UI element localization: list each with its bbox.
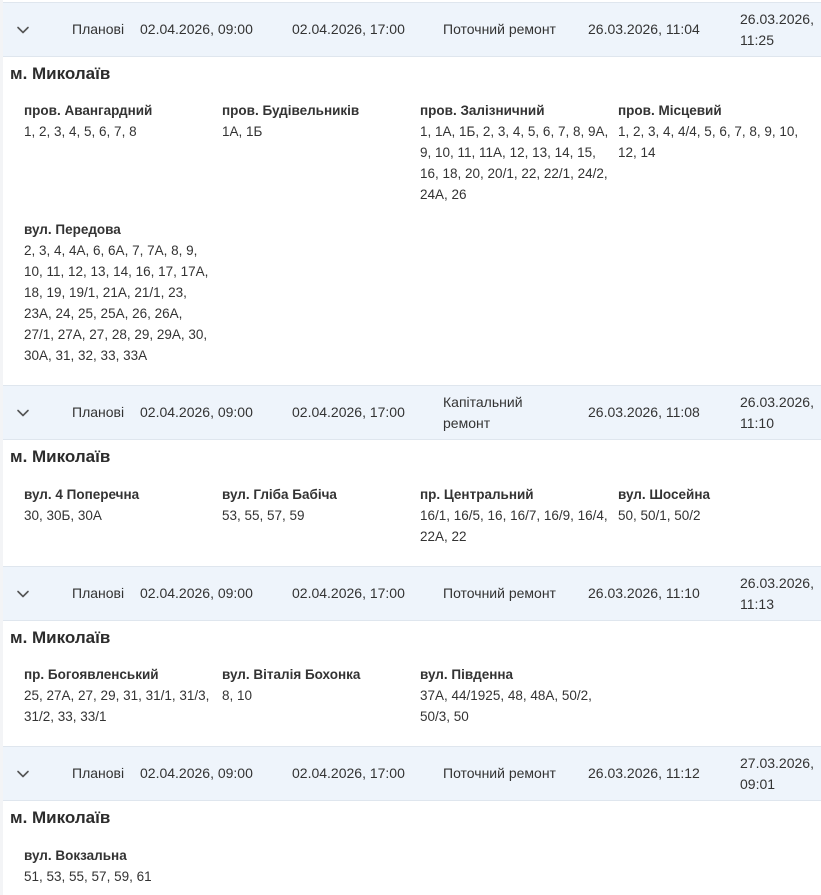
street-block xyxy=(24,219,214,366)
street-name: пров. Будівельників xyxy=(222,103,360,118)
house-numbers: 53, 55, 57, 59 xyxy=(222,508,305,523)
updated-at-time: 11:10 xyxy=(740,415,774,431)
street-name: пр. Богоявленський xyxy=(24,667,159,682)
street-block xyxy=(420,664,610,727)
updated-at-time: 11:25 xyxy=(740,32,774,48)
street-block xyxy=(24,664,214,727)
city-name: м. Миколаїв xyxy=(10,628,111,647)
outage-end: 02.04.2026, 17:00 xyxy=(292,404,405,420)
street-name: вул. Вокзальна xyxy=(24,848,127,863)
street-block xyxy=(420,100,610,205)
chevron-down-icon[interactable] xyxy=(15,766,31,782)
work-type: Поточний ремонт xyxy=(443,21,556,37)
house-numbers: 30, 30Б, 30А xyxy=(24,508,102,523)
street-name: пр. Центральний xyxy=(420,487,534,502)
chevron-down-icon[interactable] xyxy=(15,405,31,421)
created-at: 26.03.2026, 11:10 xyxy=(588,585,700,601)
city-name: м. Миколаїв xyxy=(10,447,111,466)
outage-row[interactable] xyxy=(3,746,821,801)
work-type-line2: ремонт xyxy=(443,415,491,431)
house-numbers: 2, 3, 4, 4А, 6, 6А, 7, 7А, 8, 9, 10, 11, 12, 13, 14, 16, 17, 17А, 18, 19, 19/1, 21А, 21/1, 23, 23А, 24, 25, 25А, 26, 26А, 27/1, 27А, 27, 28, 29, 29А, 30, 30А, 31, 32, 33, 33А xyxy=(24,243,209,363)
updated-at-time: 11:13 xyxy=(740,596,774,612)
street-block xyxy=(222,484,412,526)
outage-type: Планові xyxy=(72,404,125,420)
street-block xyxy=(222,100,412,142)
street-block xyxy=(222,664,412,706)
street-block xyxy=(420,484,610,547)
house-numbers: 1, 2, 3, 4, 4/4, 5, 6, 7, 8, 9, 10, 12, 14 xyxy=(618,124,799,160)
city-name: м. Миколаїв xyxy=(10,808,111,827)
updated-at-date: 26.03.2026, xyxy=(740,575,814,591)
created-at: 26.03.2026, 11:08 xyxy=(588,404,700,420)
created-at: 26.03.2026, 11:04 xyxy=(588,21,700,37)
house-numbers: 16/1, 16/5, 16, 16/7, 16/9, 16/4, 22А, 22 xyxy=(420,508,608,544)
outage-start: 02.04.2026, 09:00 xyxy=(140,21,253,37)
outage-start: 02.04.2026, 09:00 xyxy=(140,585,253,601)
outage-start: 02.04.2026, 09:00 xyxy=(140,765,253,781)
chevron-down-icon[interactable] xyxy=(15,586,31,602)
outage-end: 02.04.2026, 17:00 xyxy=(292,765,405,781)
outage-type: Планові xyxy=(72,765,125,781)
house-numbers: 51, 53, 55, 57, 59, 61 xyxy=(24,869,152,884)
outage-type: Планові xyxy=(72,21,125,37)
house-numbers: 25, 27А, 27, 29, 31, 31/1, 31/3, 31/2, 33, 33/1 xyxy=(24,688,210,724)
house-numbers: 8, 10 xyxy=(222,688,253,703)
house-numbers: 37А, 44/1925, 48, 48А, 50/2, 50/3, 50 xyxy=(420,688,592,724)
street-name: вул. Південна xyxy=(420,667,514,682)
street-name: пров. Місцевий xyxy=(618,103,722,118)
outage-end: 02.04.2026, 17:00 xyxy=(292,21,405,37)
house-numbers: 1А, 1Б xyxy=(222,124,263,139)
work-type: Капітальний xyxy=(443,394,523,410)
house-numbers: 50, 50/1, 50/2 xyxy=(618,508,701,523)
outage-type: Планові xyxy=(72,585,125,601)
house-numbers: 1, 2, 3, 4, 5, 6, 7, 8 xyxy=(24,124,137,139)
work-type: Поточний ремонт xyxy=(443,765,556,781)
outage-row[interactable] xyxy=(3,385,821,440)
work-type: Поточний ремонт xyxy=(443,585,556,601)
outage-start: 02.04.2026, 09:00 xyxy=(140,404,253,420)
created-at: 26.03.2026, 11:12 xyxy=(588,765,700,781)
street-block xyxy=(618,100,808,163)
street-name: пров. Залізничний xyxy=(420,103,545,118)
street-block xyxy=(618,484,808,526)
updated-at-date: 26.03.2026, xyxy=(740,11,814,27)
street-name: вул. Шосейна xyxy=(618,487,710,502)
outage-row[interactable] xyxy=(3,566,821,621)
chevron-down-icon[interactable] xyxy=(15,22,31,38)
street-name: пров. Авангардний xyxy=(24,103,153,118)
street-name: вул. Передова xyxy=(24,222,121,237)
city-name: м. Миколаїв xyxy=(10,64,111,83)
street-block xyxy=(24,845,214,887)
updated-at-date: 27.03.2026, xyxy=(740,755,814,771)
street-block xyxy=(24,100,214,142)
outage-end: 02.04.2026, 17:00 xyxy=(292,585,405,601)
street-block xyxy=(24,484,214,526)
updated-at-date: 26.03.2026, xyxy=(740,394,814,410)
outage-row[interactable] xyxy=(3,2,821,57)
street-name: вул. Гліба Бабіча xyxy=(222,487,337,502)
updated-at-time: 09:01 xyxy=(740,776,776,792)
street-name: вул. 4 Поперечна xyxy=(24,487,140,502)
house-numbers: 1, 1А, 1Б, 2, 3, 4, 5, 6, 7, 8, 9А, 9, 10, 11, 11А, 12, 13, 14, 15, 16, 18, 20, 20/1, 22, 22/1, 24/2, 24А, 26 xyxy=(420,124,609,202)
street-name: вул. Віталія Бохонка xyxy=(222,667,361,682)
